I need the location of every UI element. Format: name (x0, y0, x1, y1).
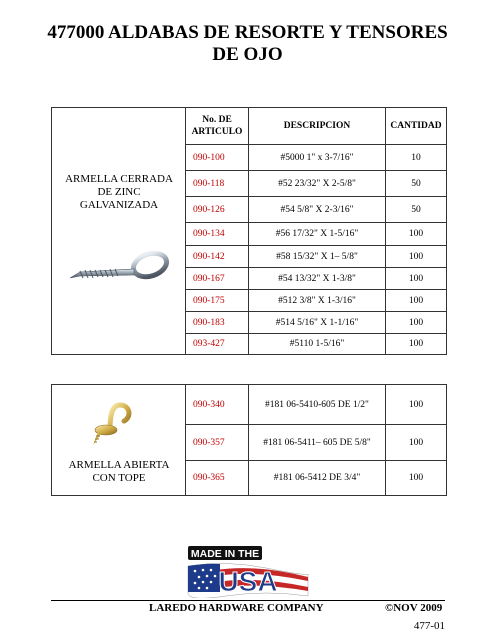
item-description: #5000 1" x 3-7/16" (249, 145, 386, 170)
product-name-line: ARMELLA ABIERTA (68, 459, 170, 471)
article-number: 090-357 (186, 425, 249, 460)
article-number: 090-365 (186, 461, 249, 495)
item-quantity: 100 (408, 317, 424, 328)
product-name-line: DE ZINC (97, 186, 141, 198)
item-description: #181 06-5412 DE 3/4" (249, 461, 386, 495)
table-row (186, 268, 446, 290)
item-description: #58 15/32" X 1– 5/8" (249, 246, 386, 267)
item-description: #54 13/32" X 1-3/8" (249, 268, 386, 289)
page-title-line2: DE OJO (212, 44, 283, 65)
item-description: #512 3/8" X 1-3/16" (249, 290, 386, 311)
table-row (186, 197, 446, 223)
table-row (186, 223, 446, 246)
article-number: 093-427 (186, 334, 249, 354)
product-table-screw-eye (51, 107, 447, 355)
product-name-line: GALVANIZADA (79, 199, 159, 211)
table-row (186, 334, 446, 354)
article-number: 090-167 (186, 268, 249, 289)
page-title-line1: 477000 ALDABAS DE RESORTE Y TENSORES (47, 22, 448, 43)
item-quantity: 100 (408, 473, 424, 483)
table-row (186, 312, 446, 334)
footer-date: ©NOV 2009 (385, 602, 443, 614)
item-description: #181 06-5411– 605 DE 5/8" (249, 425, 386, 460)
usa-text: USA (218, 566, 278, 597)
product-name-line: CON TOPE (92, 472, 146, 484)
article-number: 090-340 (186, 385, 249, 424)
item-description: #5110 1-5/16" (249, 334, 386, 354)
item-quantity: 100 (408, 273, 424, 284)
article-number: 090-126 (186, 197, 249, 222)
page-number: 477-01 (413, 620, 445, 632)
article-number: 090-183 (186, 312, 249, 333)
page-title (0, 22, 495, 66)
header-article (186, 108, 249, 144)
header-article-line: ARTICULO (191, 127, 243, 137)
table-row (186, 246, 446, 268)
item-quantity: 100 (408, 437, 424, 448)
item-description: #52 23/32" X 2-5/8" (249, 171, 386, 196)
product-info-cell (52, 385, 186, 495)
footer-divider (51, 600, 445, 601)
item-quantity: 100 (408, 399, 424, 410)
item-quantity: 100 (408, 229, 424, 239)
product-name (52, 173, 186, 212)
article-number: 090-175 (186, 290, 249, 311)
table-row (186, 145, 446, 171)
item-description: #56 17/32" X 1-5/16" (249, 223, 386, 245)
product-info-cell (52, 108, 186, 354)
article-number: 090-100 (186, 145, 249, 170)
item-quantity: 100 (408, 339, 424, 349)
table-row (186, 385, 446, 425)
item-description: #514 5/16" X 1-1/16" (249, 312, 386, 333)
item-description: #181 06-5410-605 DE 1/2" (249, 385, 386, 424)
table-row (186, 461, 446, 495)
footer-company: LAREDO HARDWARE COMPANY (149, 602, 324, 614)
product-table-cup-hook (51, 384, 447, 496)
article-number: 090-142 (186, 246, 249, 267)
header-description: DESCRIPCION (249, 108, 386, 144)
header-article-line: No. DE (202, 115, 232, 125)
made-in-usa-logo (186, 544, 310, 598)
article-number: 090-134 (186, 223, 249, 245)
item-description: #54 5/8" X 2-3/16" (249, 197, 386, 222)
item-quantity: 50 (411, 178, 421, 189)
made-in-the-text: MADE IN THE (190, 548, 260, 560)
product-name-line: ARMELLA CERRADA (65, 173, 173, 185)
item-quantity: 100 (408, 295, 424, 306)
table-row (186, 290, 446, 312)
article-number: 090-118 (186, 171, 249, 196)
item-quantity: 100 (408, 251, 424, 262)
header-quantity: CANTIDAD (390, 121, 442, 131)
screw-eye-icon (66, 248, 174, 284)
product-name (52, 459, 186, 485)
table-header-row (186, 108, 446, 145)
item-quantity: 10 (411, 152, 421, 163)
table-row (186, 425, 446, 461)
table-row (186, 171, 446, 197)
item-quantity: 50 (411, 204, 421, 215)
cup-hook-icon (90, 399, 140, 447)
